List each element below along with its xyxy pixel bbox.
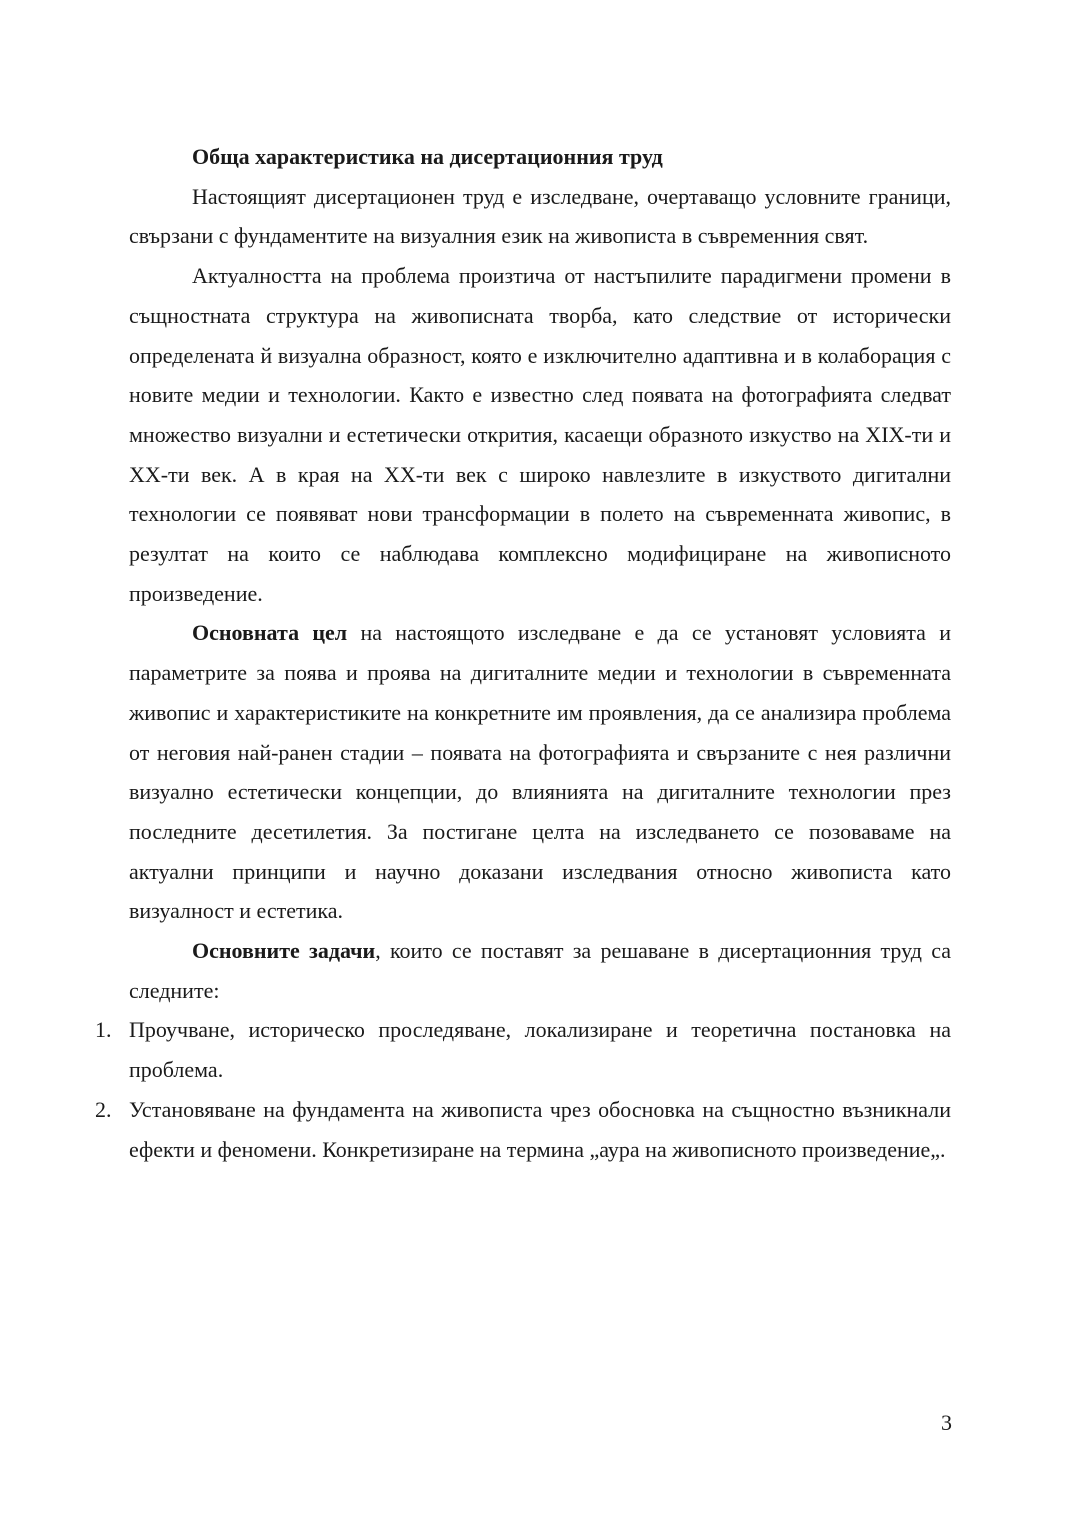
list-item-text: Установяване на фундамента на живописта чрез обосновка на същностно възникнали ефекти и феномени. Конкретизиране на термина „аура на живописното произведение„.: [129, 1096, 951, 1162]
tasks-list: [95, 1010, 951, 1169]
list-item: [95, 1010, 951, 1089]
goal-label: Основната цел: [192, 620, 348, 646]
document-page: [95, 137, 951, 1169]
list-item-number: 2.: [95, 1096, 112, 1122]
goal-text: на настоящото изследване е да се установят условията и параметрите за поява и проява на дигиталните медии и технологии в съвременната живопис и характеристиките на конкретните им проявления, да се анализира проблема от неговия най-ранен стадии – появата на фотографията и свързаните с нея различни визуално естетически концепции, до влиянията на дигиталните технологии през последните десетилетия. За постигане целта на изследването се позоваваме на актуални принципи и научно доказани изследвания относно живописта като визуалност и естетика.: [129, 620, 951, 924]
tasks-intro-paragraph: [129, 931, 951, 1010]
relevance-paragraph: Актуалността на проблема произтича от настъпилите парадигмени промени в същностната структура на живописната творба, като следствие от исторически определената й визуална образност, която е изключително адаптивна и в колаборация с новите медии и технологии. Както е известно след появата на фотографията следват множество визуални и естетически открития, касаещи образното изкуство на XIX-ти и XX-ти век. А в края на XX-ти век с широко навлезлите в изкуството дигитални технологии се появяват нови трансформации в полето на съвременната живопис, в резултат на които се наблюдава комплексно модифициране на живописното произведение.: [129, 263, 951, 606]
list-item: [95, 1090, 951, 1169]
list-item-number: 1.: [95, 1017, 112, 1043]
section-heading: Обща характеристика на дисертационния труд: [192, 144, 663, 169]
list-item-text: Проучване, историческо проследяване, локализиране и теоретична постановка на проблема.: [129, 1017, 951, 1083]
tasks-intro-text: , които се поставят за решаване в дисертационния труд са следните:: [129, 938, 951, 1003]
intro-paragraph: Настоящият дисертационен труд е изследване, очертаващо условните граници, свързани с фундаментите на визуалния език на живописта в съвременния свят.: [129, 183, 951, 249]
page-number: 3: [941, 1410, 952, 1435]
goal-paragraph: [129, 613, 951, 931]
tasks-label: Основните задачи: [192, 938, 376, 964]
